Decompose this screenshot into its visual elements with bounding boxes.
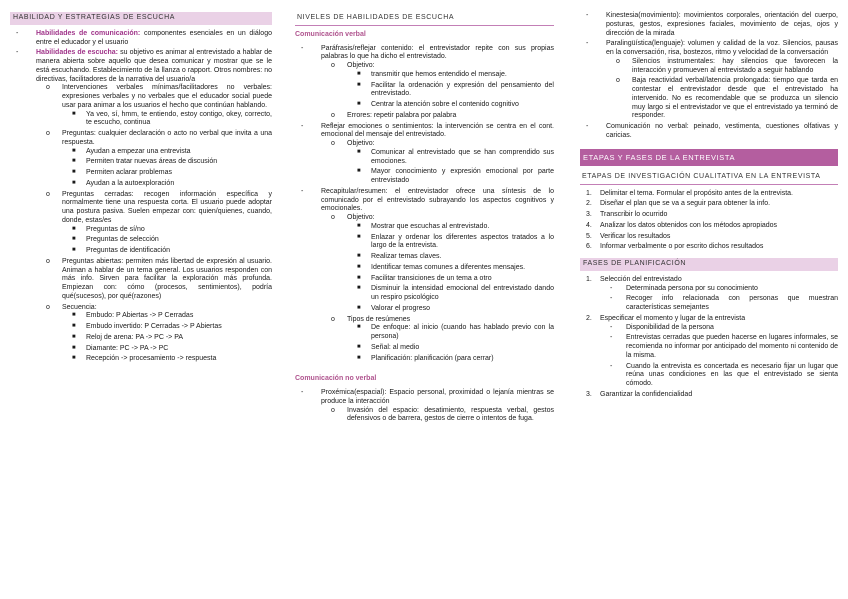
list-item-objetivo: o Objetivo: ■ Mostrar que escuchas al entrevistado. ■ Enlazar y ordenar los diferentes aspectos tratados a lo largo de la entrevista. ■ Realizar temas claves. ■ Identificar temas comunes a diferentes mensajes. ■ Facilitar transiciones de un tema a otro ■ Disminuir la intensidad emocional del entrevistado dando un respiro psicológico ■ Valorar el progreso xyxy=(331,214,554,312)
dash-marker: - xyxy=(586,12,589,19)
list-item: o Baja reactividad verbal/latencia prolongada: tiempo que tarda en contestar el entrevistador desde que el entrevistado ha intervenido. No es recomendable que se produzca un silencio muy largo si el entrevistador ve que el entrevistado ya terminó de responder. xyxy=(616,77,838,120)
dash-marker: - xyxy=(586,123,589,130)
list-item: 6. Informar verbalmente o por escrito dichos resultados xyxy=(586,243,764,251)
list-item: - Disponibilidad de la persona xyxy=(610,323,714,331)
column-2 xyxy=(295,12,554,426)
square-bullet-icon: ■ xyxy=(357,343,361,350)
circle-marker: o xyxy=(331,214,335,221)
list-item: ■ Mayor conocimiento y expresión emocional por parte entrevistado xyxy=(357,168,554,184)
circle-marker: o xyxy=(46,84,50,92)
list-item: ■ Diamante: PC -> PA -> PC xyxy=(72,344,169,352)
list-item: ■ Ayudan a la autoexploración xyxy=(72,179,175,187)
circle-marker: o xyxy=(331,406,335,414)
list-item: 1. Delimitar el tema. Formular el propósito antes de la entrevista. xyxy=(586,189,793,197)
column-1 xyxy=(10,12,272,366)
list-item: ■ Permiten aclarar problemas xyxy=(72,169,172,176)
list-item-fase-3: 3. Garantizar la confidencialidad xyxy=(586,390,693,398)
circle-marker: o xyxy=(46,257,50,265)
dash-marker: - xyxy=(301,389,304,396)
square-bullet-icon: ■ xyxy=(357,253,361,259)
square-bullet-icon: ■ xyxy=(357,263,361,270)
square-bullet-icon: ■ xyxy=(357,354,361,361)
list-item: - Cuando la entrevista es concertada es necesario fijar un lugar que reúna unas condiciones en las que el entrevistado se sienta cómodo. xyxy=(610,362,838,388)
list-item: ■ Reloj de arena: PA -> PC -> PA xyxy=(72,333,184,341)
list-item: ■ Señal: al medio xyxy=(357,343,420,351)
circle-marker: o xyxy=(46,303,50,311)
list-item: - Recoger info relacionada con personas que muestran características semejantes xyxy=(610,295,838,312)
square-bullet-icon: ■ xyxy=(72,110,76,117)
square-bullet-icon: ■ xyxy=(72,323,76,329)
list-item-paralinguistica: - Paralingüística(lenguaje): volumen y calidad de la voz. Silencios, pausas en la conversación, risa, bostezos, ritmo y velocidad de la conversación o Silencios instrumentales: hay silencios que favorecen la interacción y promueven al entrevistado a seguir hablando o Baja reactividad verbal/latencia prolongada: tiempo que tarda en contestar el entrevistador desde que el entrevistado ha intervenido. No es recomendable que se produzca un silencio muy largo si el entrevistador ve que el entrevistado ya terminó de responder. xyxy=(586,40,838,120)
list-item: - Entrevistas cerradas que pueden hacerse en lugares informales, se recomienda no informar por anticipado del momento ni contenido de la misma. xyxy=(610,334,838,359)
list-item-parafrasis: - Paráfrasis/reflejar contenido: el entrevistador repite con sus propias palabras lo que ha dicho el entrevistado. o Objetivo: ■ transmitir que hemos entendido el mensaje. ■ Facilitar la ordenación y expresión del pensamiento del entrevistado. ■ Centrar la atención sobre el contenido cognitivo o Errores: repetir palabra por palabra xyxy=(301,44,554,119)
list-item: ■ Recepción -> procesamiento -> respuesta xyxy=(72,355,217,363)
circle-marker: o xyxy=(331,62,335,69)
square-bullet-icon: ■ xyxy=(72,179,76,186)
list-item-recapitular: - Recapitular/resumen: el entrevistador ofrece una síntesis de lo comunicado por el entrevistado subrayando los aspectos cognitivos y emocionales. o Objetivo: ■ Mostrar que escuchas al entrevistado. ■ Enlazar y ordenar los diferentes aspectos tratados a lo largo de la entrevista. ■ Realizar temas claves. ■ Identificar temas comunes a diferentes mensajes. ■ Facilitar transiciones de un tema a otro ■ Disminuir la intensidad emocional del entrevistado dando un respiro psicológico ■ Valorar el progreso o Tipos de resúmenes ■ De enfoque: al inicio (cuando has hablado previo con la persona) ■ Señal: al medio ■ Planificación: planificación (para cerrar) xyxy=(301,187,554,362)
list-fases xyxy=(580,276,838,400)
dash-marker: - xyxy=(610,334,613,342)
list-item: o Silencios instrumentales: hay silencios que favorecen la interacción y promueven al entrevistado a seguir hablando xyxy=(616,57,838,74)
list-item: ■ Centrar la atención sobre el contenido cognitivo xyxy=(357,101,519,108)
square-bullet-icon: ■ xyxy=(357,324,361,331)
list-item: ■ Preguntas de selección xyxy=(72,236,159,244)
list-item: ■ Preguntas de sí/no xyxy=(72,225,145,233)
list-item: ■ Ayudan a empezar una entrevista xyxy=(72,147,191,155)
list-item-intervenciones: o Intervenciones verbales mínimas/facilitadores no verbales: expresiones verbales y no verbales que el educador social puede usar para animar a los usuarios el hecho que continúan hablando. ■ Ya veo, sí, hmm, te entiendo, estoy contigo, okey, correcto, te escucho, continua xyxy=(46,84,272,127)
square-bullet-icon: ■ xyxy=(357,81,361,88)
list-item-tipos: o Tipos de resúmenes ■ De enfoque: al inicio (cuando has hablado previo con la persona) ■ Señal: al medio ■ Planificación: planificación (para cerrar) xyxy=(331,315,554,362)
dash-marker: - xyxy=(301,122,304,130)
subheading-noverbal: Comunicación no verbal xyxy=(295,375,377,383)
square-bullet-icon: ■ xyxy=(72,158,76,165)
square-bullet-icon: ■ xyxy=(357,304,361,311)
list-item: 2. Diseñar el plan que se va a seguir para obtener la info. xyxy=(586,200,771,208)
square-bullet-icon: ■ xyxy=(72,247,76,253)
square-bullet-icon: ■ xyxy=(357,148,361,155)
list-item: ■ Embudo invertido: P Cerradas -> P Abiertas xyxy=(72,323,222,330)
list-noverbal-cont xyxy=(580,12,838,141)
square-bullet-icon: ■ xyxy=(72,225,76,232)
dash-marker: - xyxy=(16,49,19,57)
list-item: ■ Facilitar la ordenación y expresión del pensamiento del entrevistado. xyxy=(357,81,554,98)
list-item: ■ Disminuir la intensidad emocional del entrevistado dando un respiro psicológico xyxy=(357,285,554,301)
list-item: ■ Comunicar al entrevistado que se han comprendido sus emociones. xyxy=(357,148,554,165)
dash-marker: - xyxy=(610,323,613,331)
section-header-etapas: ETAPAS Y FASES DE LA ENTREVISTA xyxy=(580,149,838,166)
list-item-comunicacion-noverbal: - Comunicación no verbal: peinado, vestimenta, cuestiones olfativas y caricias. xyxy=(586,123,838,139)
circle-marker: o xyxy=(331,315,335,323)
dash-marker: - xyxy=(610,362,613,370)
list-item: ■ Ya veo, sí, hmm, te entiendo, estoy contigo, okey, correcto, te escucho, continua xyxy=(72,110,272,127)
list-item-fase-2: 2. Especificar el momento y lugar de la entrevista - Disponibilidad de la persona - Entrevistas cerradas que pueden hacerse en lugares informales, se recomienda no informar por anticipado del momento ni contenido de la misma. - Cuando la entrevista es concertada es necesario fijar un lugar que reúna unas condiciones en las que el entrevistado se sienta cómodo. xyxy=(586,314,838,388)
list-verbal xyxy=(295,45,554,364)
list-item: ■ Facilitar transiciones de un tema a otro xyxy=(357,274,492,282)
list-item-escucha: - Habilidades de escucha: su objetivo es animar al entrevistado a hablar de manera abierta sobre aquello que desea comunicar y mostrar que se le está escuchando. Establecimiento de la llanza o rapport. Otros nombres: no directivas, facilitadores de la narrativa del usuario/a o Intervenciones verbales mínimas/facilitadores no verbales: expresiones verbales y no verbales que el educador social puede usar para animar a los usuarios el hecho que continúan hablando. ■ Ya veo, sí, hmm, te entiendo, estoy contigo, okey, correcto, te escucho, continua o Preguntas: cualquier declaración o acto no verbal que invita a una respuesta. ■ Ayudan a empezar una entrevista ■ Permiten tratar nuevas áreas de discusión ■ Permiten aclarar problemas ■ Ayudan a la autoexploración o Preguntas cerradas: recogen información específica y normalmente tiene una respuesta corta. El usuario puede adoptar una postura pasiva. Suelen empezar con: quien/quienes, cuando, donde, estas/es ■ Preguntas de sí/no ■ Preguntas de selección ■ Preguntas de identificación o Preguntas abiertas: permiten más libertad de expresión al usuario. Animan a hablar de un tema general. Los usuarios responden con más info. Sirven para facilitar la exploración más profunda. Empiezan con: cómo (procesos, sentimientos), podría qué(sucesos), por qué(razones) o Secuencia: ■ Embudo: P Abiertas -> P Cerradas ■ Embudo invertido: P Cerradas -> P Abiertas ■ Reloj de arena: PA -> PC -> PA ■ Diamante: PC -> PA -> PC ■ Recepción -> procesamiento -> respuesta xyxy=(16,49,272,363)
circle-marker: o xyxy=(46,130,50,137)
column-3 xyxy=(580,12,838,402)
section-header-fases: FASES DE PLANIFICACIÓN xyxy=(580,258,838,271)
square-bullet-icon: ■ xyxy=(72,333,76,340)
circle-marker: o xyxy=(331,140,335,147)
subheading-verbal: Comunicación verbal xyxy=(295,30,366,38)
list-item: 3. Transcribir lo ocurrido xyxy=(586,211,668,219)
list-item: ■ Embudo: P Abiertas -> P Cerradas xyxy=(72,312,194,320)
square-bullet-icon: ■ xyxy=(357,168,361,175)
square-bullet-icon: ■ xyxy=(357,285,361,292)
list-item-fase-1: 1. Selección del entrevistado - Determinada persona por su conocimiento - Recoger info relacionada con personas que muestran características semejantes xyxy=(586,275,838,312)
list-item: ■ Preguntas de identificación xyxy=(72,247,171,254)
dash-marker: - xyxy=(301,187,304,195)
list-item-secuencia: o Secuencia: ■ Embudo: P Abiertas -> P Cerradas ■ Embudo invertido: P Cerradas -> P Abiertas ■ Reloj de arena: PA -> PC -> PA ■ Diamante: PC -> PA -> PC ■ Recepción -> procesamiento -> respuesta xyxy=(42,304,272,365)
square-bullet-icon: ■ xyxy=(72,169,76,175)
list-item-reflejar: - Reflejar emociones o sentimientos: la intervención se centra en el cont. emocional del mensaje del entrevistado. o Objetivo: ■ Comunicar al entrevistado que se han comprendido sus emociones. ■ Mayor conocimiento y expresión emocional por parte entrevistado xyxy=(301,122,554,184)
list-item-abiertas: o Preguntas abiertas: permiten más libertad de expresión al usuario. Animan a hablar de un tema general. Los usuarios responden con más info. Sirven para facilitar la exploración más profunda. Empiezan con: cómo (procesos, sentimientos), podría qué(sucesos), por qué(razones) xyxy=(46,257,272,300)
list-item: ■ Identificar temas comunes a diferentes mensajes. xyxy=(357,263,526,271)
list-item-comunicacion: - Habilidades de comunicación: componentes esenciales en un diálogo entre el educador y el usuario xyxy=(16,29,272,46)
list-item: ■ Valorar el progreso xyxy=(357,304,431,312)
square-bullet-icon: ■ xyxy=(357,274,361,281)
list-item-objetivo: o Objetivo: ■ transmitir que hemos entendido el mensaje. ■ Facilitar la ordenación y expresión del pensamiento del entrevistado. ■ Centrar la atención sobre el contenido cognitivo xyxy=(331,62,554,108)
section-header-investigacion: ETAPAS DE INVESTIGACIÓN CUALITATIVA EN LA ENTREVISTA xyxy=(580,171,838,185)
list-item-objetivo: o Objetivo: ■ Comunicar al entrevistado que se han comprendido sus emociones. ■ Mayor conocimiento y expresión emocional por parte entrevistado xyxy=(331,140,554,184)
list-item: 5. Verificar los resultados xyxy=(586,232,671,240)
list-item: ■ De enfoque: al inicio (cuando has hablado previo con la persona) xyxy=(357,324,554,340)
square-bullet-icon: ■ xyxy=(72,355,76,362)
circle-marker: o xyxy=(616,77,620,85)
list-item: ■ Mostrar que escuchas al entrevistado. xyxy=(357,222,490,230)
list-item: ■ Planificación: planificación (para cerrar) xyxy=(357,354,494,362)
square-bullet-icon: ■ xyxy=(72,344,76,351)
circle-marker: o xyxy=(616,57,620,65)
square-bullet-icon: ■ xyxy=(357,70,361,77)
dash-marker: - xyxy=(610,295,613,303)
list-habilidades xyxy=(10,30,272,364)
list-item-preguntas: o Preguntas: cualquier declaración o acto no verbal que invita a una respuesta. ■ Ayudan a empezar una entrevista ■ Permiten tratar nuevas áreas de discusión ■ Permiten aclarar problemas ■ Ayudan a la autoexploración xyxy=(46,130,272,187)
section-header-habilidad: HABILIDAD Y ESTRATEGIAS DE ESCUCHA xyxy=(10,12,272,25)
square-bullet-icon: ■ xyxy=(72,236,76,243)
list-etapas xyxy=(580,190,838,253)
square-bullet-icon: ■ xyxy=(72,312,76,319)
list-noverbal xyxy=(295,389,554,424)
list-item-kinestesia: - Kinestesia(movimiento): movimientos corporales, orientación del cuerpo, posturas, gestos, expresiones faciales, movimiento de cejas, ojos y dirección de la mirada xyxy=(586,12,838,37)
dash-marker: - xyxy=(301,44,304,52)
list-item: ■ transmitir que hemos entendido el mensaje. xyxy=(357,70,507,78)
list-item: - Determinada persona por su conocimiento xyxy=(610,284,758,292)
list-item: 4. Analizar los datos obtenidos con los métodos apropiados xyxy=(586,221,778,229)
section-header-niveles: NIVELES DE HABILIDADES DE ESCUCHA xyxy=(295,12,554,26)
circle-marker: o xyxy=(46,190,50,198)
circle-marker: o xyxy=(331,111,335,119)
square-bullet-icon: ■ xyxy=(357,222,361,229)
dash-marker: - xyxy=(16,29,19,37)
square-bullet-icon: ■ xyxy=(357,101,361,107)
list-item-invasion: o Invasión del espacio: desatimiento, respuesta verbal, gestos defensivos o de barrera, gestos de cierre o intentos de fuga. xyxy=(331,406,554,423)
list-item: ■ Realizar temas claves. xyxy=(357,253,442,260)
sublist-escucha xyxy=(36,84,272,364)
list-item: ■ Permiten tratar nuevas áreas de discusión xyxy=(72,158,218,166)
list-item-proxemica: - Proxémica(espacial): Espacio personal, proximidad o lejanía mientras se produce la interacción o Invasión del espacio: desatimiento, respuesta verbal, gestos defensivos o de barrera, gestos de cierre o intentos de fuga. xyxy=(301,389,554,423)
list-item: ■ Enlazar y ordenar los diferentes aspectos tratados a lo largo de la entrevista. xyxy=(357,233,554,250)
list-item-errores: o Errores: repetir palabra por palabra xyxy=(331,111,457,119)
dash-marker: - xyxy=(586,40,589,48)
dash-marker: - xyxy=(610,284,613,292)
list-item-cerradas: o Preguntas cerradas: recogen información específica y normalmente tiene una respuesta corta. El usuario puede adoptar una postura pasiva. Suelen empezar con: quien/quienes, cuando, donde, estas/es ■ Preguntas de sí/no ■ Preguntas de selección ■ Preguntas de identificación xyxy=(46,190,272,254)
square-bullet-icon: ■ xyxy=(72,147,76,154)
square-bullet-icon: ■ xyxy=(357,233,361,240)
